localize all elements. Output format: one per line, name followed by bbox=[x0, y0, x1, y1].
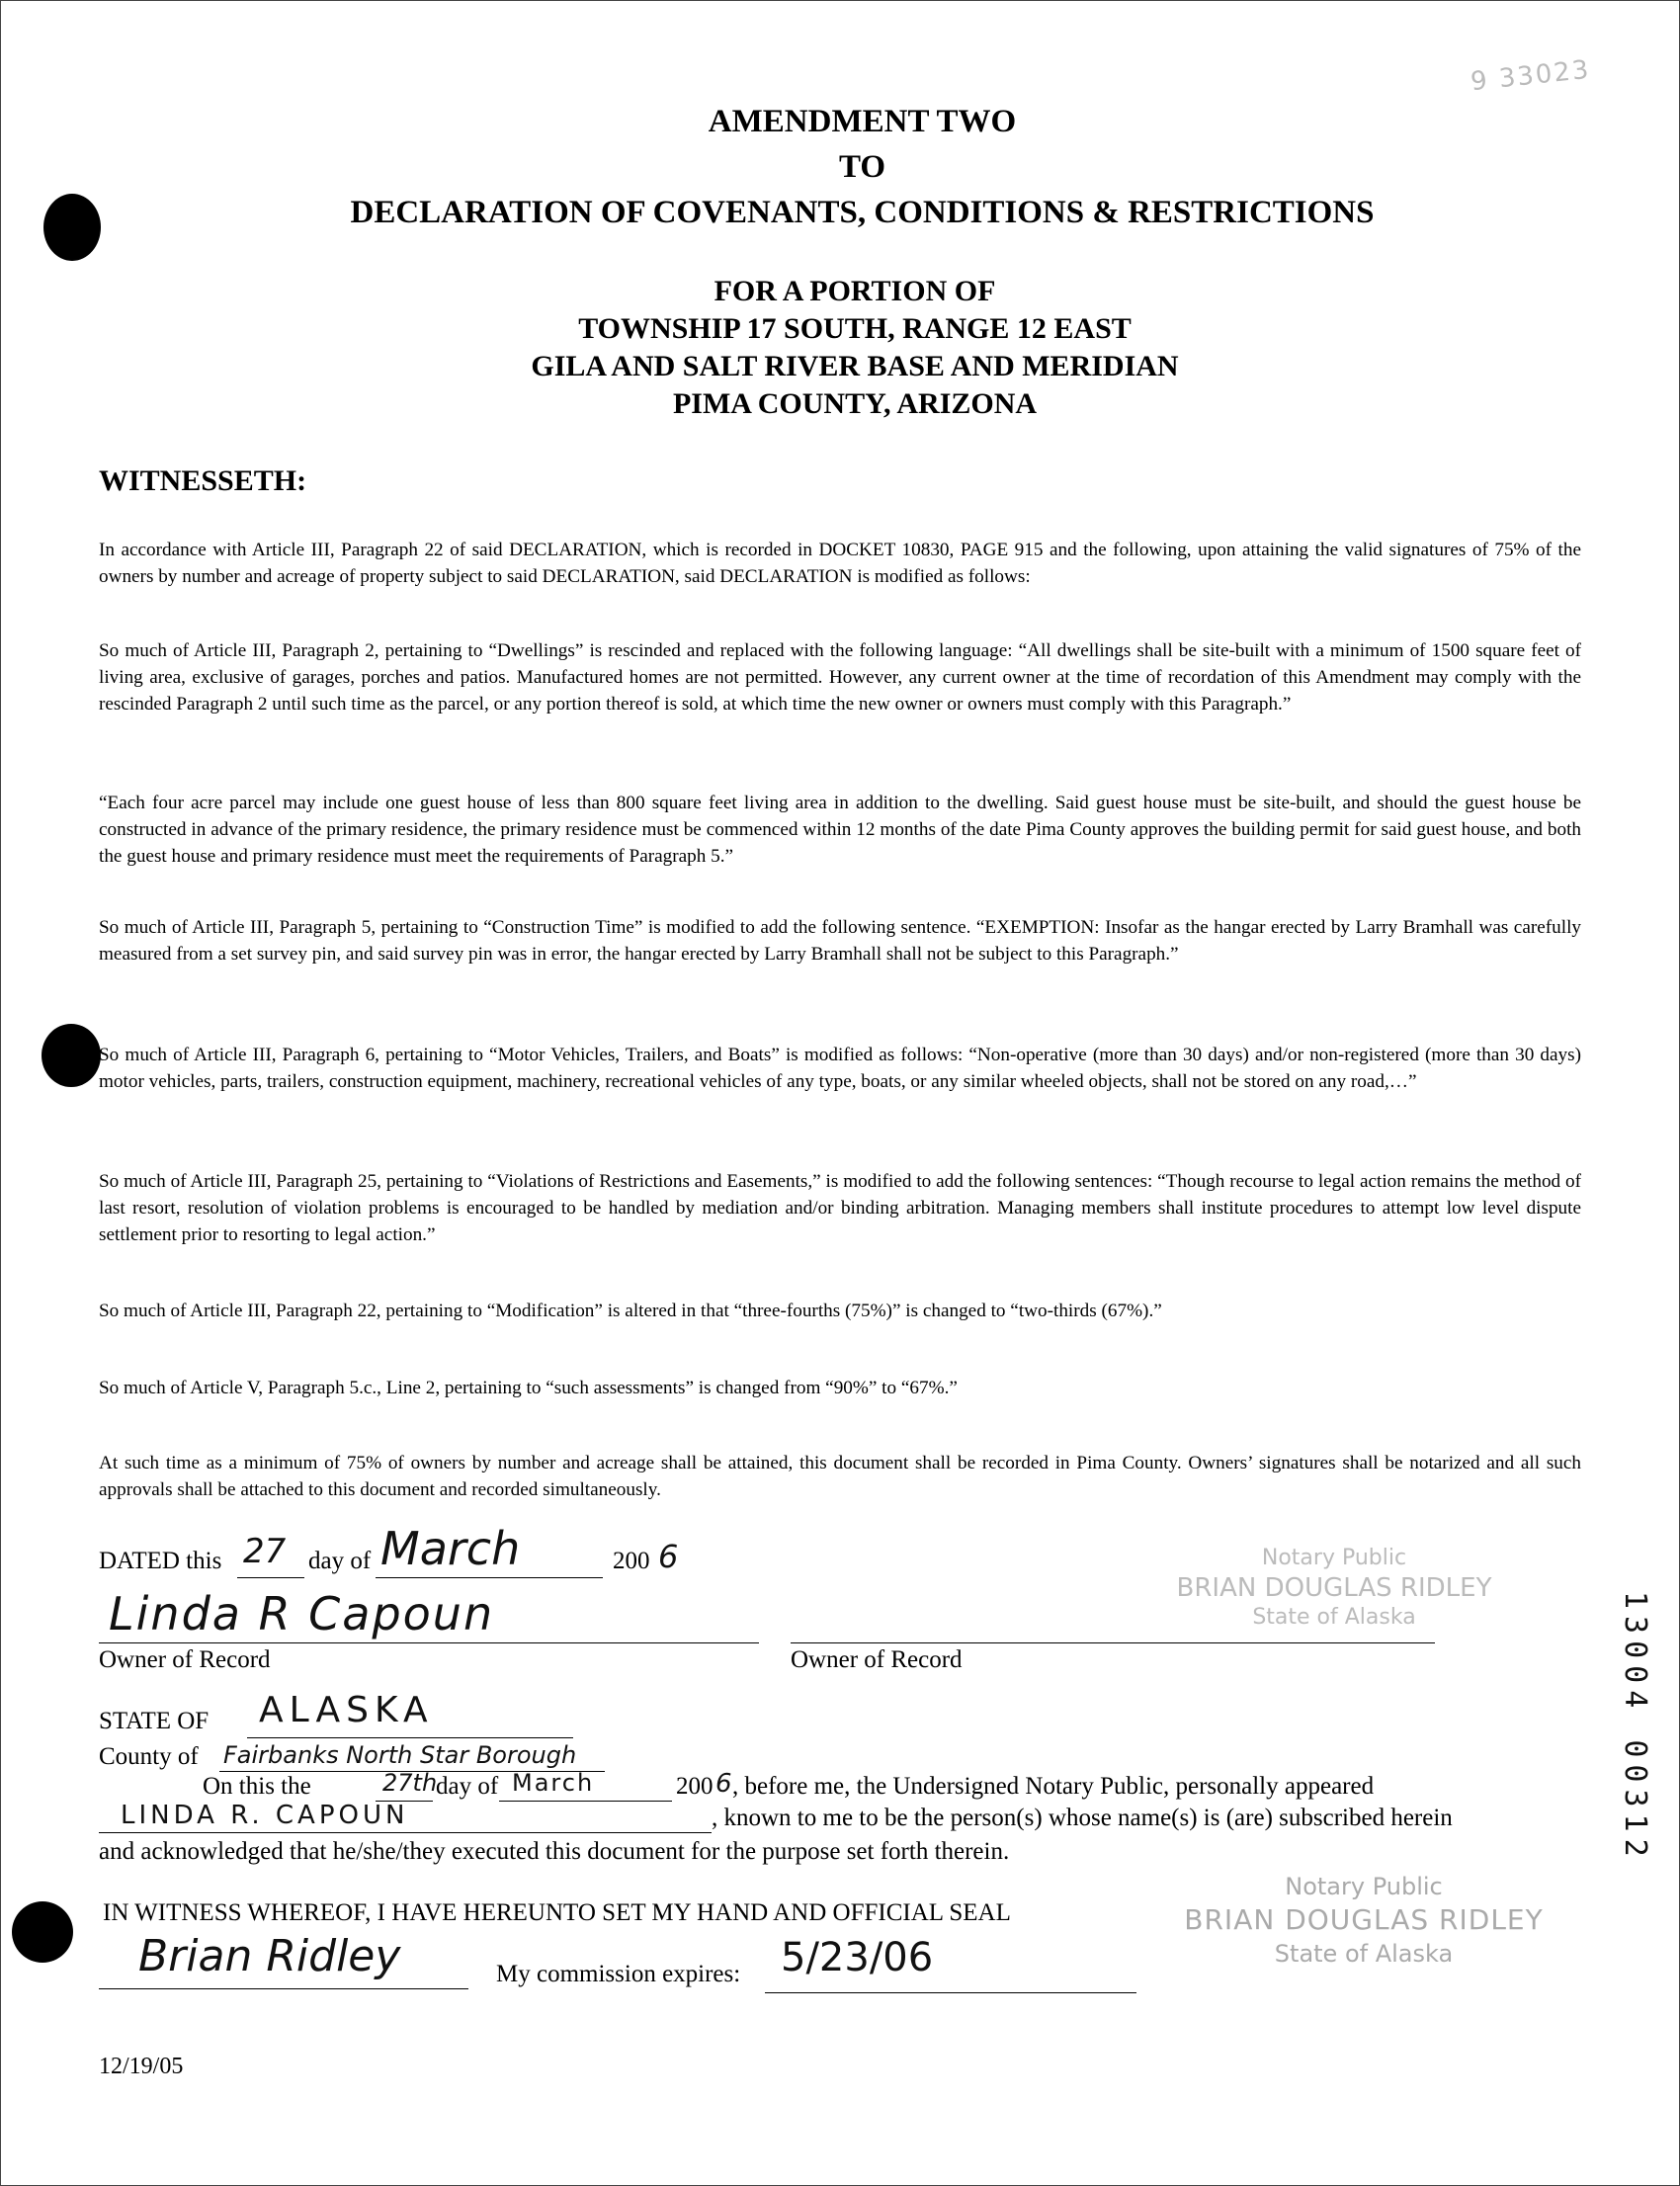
dated-day-handwritten: 27 bbox=[243, 1532, 287, 1571]
dated-year-handwritten: 6 bbox=[658, 1538, 679, 1575]
subtitle-line-4: PIMA COUNTY, ARIZONA bbox=[672, 387, 1038, 420]
witnesseth-heading: WITNESSETH: bbox=[99, 464, 307, 497]
paragraph-dwellings: So much of Article III, Paragraph 2, pertaining to “Dwellings” is rescinded and replaced with the following language: “All dwellings shall be site-built with a minimum of 1500 square feet of living area, exclusive of garages, porches and patios. Manufactured homes are not permitted. However, any current owner at the time of recordation of this Amendment may comply with the rescinded Paragraph 2 until such time as the parcel, or any portion thereof is sold, at which time the new owner or owners must comply with this Paragraph.” bbox=[99, 640, 1581, 715]
paragraph-violations: So much of Article III, Paragraph 25, pertaining to “Violations of Restrictions and Easements,” is modified to add the following sentences: “Though recourse to legal action remains the method of last resort, resolution of violation problems is encouraged to be handled by mediation and/or binding arbitration. Managing members shall institute procedures to attempt low level dispute settlement prior to resorting to legal action.” bbox=[99, 1171, 1581, 1245]
notary-person-handwritten: LINDA R. CAPOUN bbox=[121, 1801, 409, 1830]
notary-rest: , before me, the Undersigned Notary Public, personally appeared bbox=[732, 1773, 1375, 1800]
notary-day-handwritten: 27th bbox=[382, 1769, 438, 1797]
title-line-3: DECLARATION OF COVENANTS, CONDITIONS & RESTRICTIONS bbox=[350, 195, 1375, 230]
paragraph-assessments: So much of Article V, Paragraph 5.c., Line 2, pertaining to “such assessments” is changed from “90%” to “67%.” bbox=[99, 1378, 958, 1398]
dated-month-underline bbox=[376, 1577, 603, 1578]
dated-year-prefix: 200 bbox=[613, 1548, 650, 1574]
notary-stamp-top-line3: State of Alaska bbox=[1252, 1605, 1416, 1630]
owner-of-record-label-1: Owner of Record bbox=[99, 1646, 271, 1673]
paragraph-construction-time: So much of Article III, Paragraph 5, pertaining to “Construction Time” is modified to add the following sentence. “EXEMPTION: Insofar as the hangar erected by Larry Bramhall was carefully measured from a set survey pin, and said survey pin was in error, the hangar erected by Larry Bramhall shall not be subject to this Paragraph.” bbox=[99, 917, 1581, 965]
title-line-2: TO bbox=[838, 149, 886, 185]
notary-stamp-top-line2: BRIAN DOUGLAS RIDLEY bbox=[1176, 1573, 1492, 1603]
subtitle-line-1: FOR A PORTION OF bbox=[714, 275, 996, 307]
owner-signature-line-2 bbox=[791, 1642, 1435, 1643]
notary-stamp-bottom-line2: BRIAN DOUGLAS RIDLEY bbox=[1184, 1903, 1544, 1936]
paragraph-recording: At such time as a minimum of 75% of owners by number and acreage shall be attained, this document shall be recorded in Pima County. Owners’ signatures shall be notarized and all such approvals shall be attached to this document and recorded simultaneously. bbox=[99, 1453, 1581, 1500]
notary-known: , known to me to be the person(s) whose name(s) is (are) subscribed herein bbox=[712, 1805, 1453, 1831]
punch-hole-bottom bbox=[12, 1901, 73, 1963]
commission-value-handwritten: 5/23/06 bbox=[781, 1935, 934, 1980]
notary-day-of: day of bbox=[436, 1773, 499, 1800]
footer-date: 12/19/05 bbox=[99, 2054, 184, 2079]
punch-hole-middle bbox=[42, 1024, 101, 1087]
dated-day-underline bbox=[237, 1577, 304, 1578]
dated-month-handwritten: March bbox=[380, 1522, 521, 1575]
paragraph-guest-house: “Each four acre parcel may include one guest house of less than 800 square feet living area in addition to the dwelling. Said guest house must be site-built, and should the guest house be constructed in advance of the primary residence, the primary residence must be commenced within 12 months of the date Pima County approves the building permit for said guest house, and both the guest house and primary residence must meet the requirements of Paragraph 5.” bbox=[99, 793, 1581, 867]
owner-of-record-label-2: Owner of Record bbox=[791, 1646, 963, 1673]
witness-whereof: IN WITNESS WHEREOF, I HAVE HEREUNTO SET MY HAND AND OFFICIAL SEAL bbox=[103, 1899, 1011, 1926]
state-value-handwritten: ALASKA bbox=[259, 1690, 434, 1730]
corner-handwritten-note: 9 33023 bbox=[1470, 54, 1593, 98]
notary-stamp-bottom-line3: State of Alaska bbox=[1274, 1940, 1454, 1968]
state-underline bbox=[247, 1737, 573, 1738]
notary-year-prefix: 200 bbox=[676, 1773, 714, 1800]
notary-signature-underline bbox=[99, 1988, 468, 1989]
notary-ack: and acknowledged that he/she/they executed this document for the purpose set forth therein. bbox=[99, 1838, 1010, 1865]
notary-stamp-bottom bbox=[1166, 1870, 1561, 1971]
notary-year-handwritten: 6 bbox=[715, 1769, 732, 1799]
commission-label: My commission expires: bbox=[496, 1961, 741, 1987]
dated-day-of: day of bbox=[308, 1548, 372, 1574]
notary-month-underline bbox=[499, 1801, 672, 1802]
notary-on-this: On this the bbox=[203, 1773, 311, 1800]
subtitle-line-3: GILA AND SALT RIVER BASE AND MERIDIAN bbox=[531, 350, 1179, 382]
title-line-1: AMENDMENT TWO bbox=[708, 104, 1017, 139]
paragraph-intro: In accordance with Article III, Paragraph 22 of said DECLARATION, which is recorded in DOCKET 10830, PAGE 915 and the following, upon attaining the valid signatures of 75% of the owners by number and acreage of property subject to said DECLARATION, said DECLARATION is modified as follows: bbox=[99, 540, 1581, 587]
notary-stamp-bottom-line1: Notary Public bbox=[1285, 1873, 1443, 1900]
county-value-handwritten: Fairbanks North Star Borough bbox=[223, 1741, 577, 1769]
dated-prefix: DATED this bbox=[99, 1548, 222, 1574]
notary-month-handwritten: March bbox=[512, 1769, 595, 1797]
side-document-code: 13004 00312 bbox=[1618, 1591, 1652, 1864]
notary-person-underline bbox=[99, 1832, 712, 1833]
subtitle-line-2: TOWNSHIP 17 SOUTH, RANGE 12 EAST bbox=[578, 312, 1132, 345]
owner-signature-line-1 bbox=[99, 1642, 759, 1643]
document-title bbox=[0, 99, 1680, 235]
notary-stamp-top bbox=[1166, 1544, 1502, 1633]
document-subtitle bbox=[0, 273, 1680, 423]
county-label: County of bbox=[99, 1743, 199, 1770]
dated-line bbox=[99, 1548, 221, 1575]
commission-underline bbox=[765, 1992, 1136, 1993]
paragraph-modification: So much of Article III, Paragraph 22, pertaining to “Modification” is altered in that “three-fourths (75%)” is changed to “two-thirds (67%).” bbox=[99, 1301, 1162, 1321]
paragraph-motor-vehicles: So much of Article III, Paragraph 6, pertaining to “Motor Vehicles, Trailers, and Boats” is modified as follows: “Non-operative (more than 30 days) and/or non-registered (more than 30 days) motor vehicles, parts, trailers, construction equipment, machinery, recreational vehicles of any type, boats, or any similar wheeled objects, shall not be stored on any road,…” bbox=[99, 1045, 1581, 1092]
notary-signature: Brian Ridley bbox=[138, 1931, 401, 1981]
owner-signature: Linda R Capoun bbox=[109, 1587, 495, 1640]
notary-stamp-top-line1: Notary Public bbox=[1261, 1546, 1407, 1570]
state-label: STATE OF bbox=[99, 1708, 210, 1734]
